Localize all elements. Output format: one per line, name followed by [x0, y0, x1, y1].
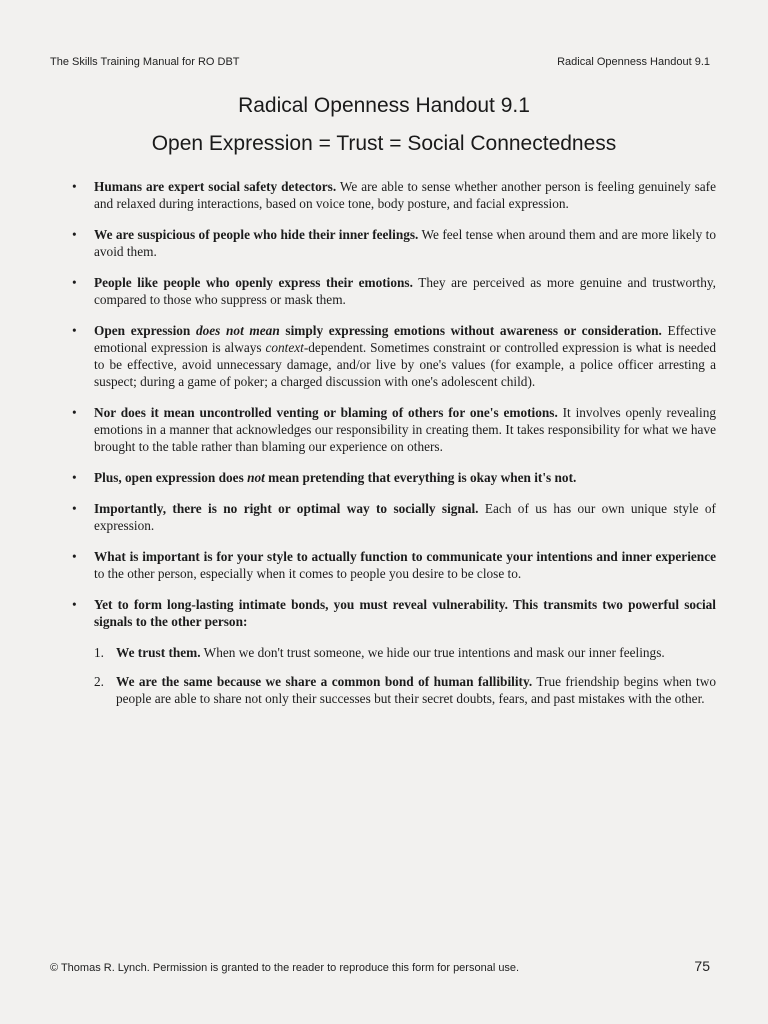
bold-text-run: Humans are expert social safety detectors. [94, 179, 337, 194]
bullet-list [68, 178, 716, 721]
bullet-text [94, 275, 716, 307]
bold-text-run: We trust them. [116, 645, 201, 660]
bullet-text [94, 470, 576, 485]
bold-text-run: mean pretending that everything is okay when it's not. [264, 470, 577, 485]
text-run: to the other person, especially when it comes to people you desire to be close to. [94, 566, 522, 581]
bullet-text [94, 405, 716, 454]
bold-text-run: does not mean [195, 323, 280, 338]
bullet-text [94, 501, 716, 533]
bullet-dot-icon: • [72, 227, 77, 242]
bullet-dot-icon: • [72, 549, 77, 564]
bold-text-run: Importantly, there is no right or optimal way to socially signal. [94, 501, 479, 516]
bold-text-run: not [247, 470, 265, 485]
text-run: -dependent. Sometimes constraint or controlled expression is what is needed to be effective, avoid unnecessary damage, and/or live by one's values (for example, a police officer arresting a suspect; during a game of poker; a charged discussion with one's adolescent child). [94, 340, 716, 389]
text-run: Effective emotional expression is always [94, 323, 716, 355]
numbered-item [94, 673, 716, 707]
bullet-item [68, 226, 716, 260]
bold-text-run: People like people who openly express their emotions. [94, 275, 413, 290]
bullet-text [94, 227, 716, 259]
running-head-book-title: The Skills Training Manual for RO DBT [50, 56, 240, 68]
bullet-dot-icon: • [72, 323, 77, 338]
copyright-notice: © Thomas R. Lynch. Permission is granted to the reader to reproduce this form for personal use. [50, 962, 520, 974]
bullet-item [68, 404, 716, 455]
handout-title: Radical Openness Handout 9.1 [238, 94, 530, 117]
text-run: We are able to sense whether another person is feeling genuinely safe and relaxed during interactions, based on voice tone, body posture, and facial expression. [94, 179, 716, 211]
bullet-dot-icon: • [72, 470, 77, 485]
bold-text-run: Nor does it mean uncontrolled venting or blaming of others for one's emotions. [94, 405, 558, 420]
bullet-item [68, 469, 716, 486]
bullet-item [68, 274, 716, 308]
bullet-dot-icon: • [72, 275, 77, 290]
handout-subtitle: Open Expression = Trust = Social Connectedness [151, 132, 617, 155]
bold-text-run: What is important is for your style to actually function to communicate your intentions and inner experience [94, 549, 716, 564]
numbered-item-text [116, 674, 716, 706]
running-head-handout-label: Radical Openness Handout 9.1 [557, 56, 710, 68]
numbered-item-text [116, 645, 665, 660]
numbered-item [94, 644, 716, 661]
bullet-item [68, 500, 716, 534]
bullet-item [68, 596, 716, 707]
bullet-dot-icon: • [72, 179, 77, 194]
bullet-text [94, 323, 716, 389]
page-number: 75 [694, 958, 710, 974]
numbered-list [94, 644, 716, 707]
bold-text-run: We are suspicious of people who hide their inner feelings. [94, 227, 419, 242]
text-run: Each of us has our own unique style of expression. [94, 501, 716, 533]
bullet-item [68, 548, 716, 582]
bold-text-run: Open expression [94, 323, 196, 338]
bold-text-run: Yet to form long-lasting intimate bonds, you must reveal vulnerability. This transmits two powerful social signals to the other person: [94, 597, 716, 629]
text-run: It involves openly revealing emotions in a manner that acknowledges our responsibility in creating them. It takes responsibility for what we have brought to the table rather than blaming our experience on others. [94, 405, 716, 454]
bullet-dot-icon: • [72, 597, 77, 612]
bold-text-run: We are the same because we share a common bond of human fallibility. [116, 674, 533, 689]
title-block [0, 92, 768, 158]
item-number: 2. [94, 674, 104, 689]
bullet-text [94, 179, 716, 211]
bullet-dot-icon: • [72, 501, 77, 516]
bullet-item [68, 322, 716, 390]
bold-text-run: simply expressing emotions without awareness or consideration. [279, 323, 662, 338]
bullet-text [94, 597, 716, 629]
item-number: 1. [94, 645, 104, 660]
bold-text-run: Plus, open expression does [94, 470, 248, 485]
text-run: They are perceived as more genuine and trustworthy, compared to those who suppress or mask them. [94, 275, 716, 307]
text-run: When we don't trust someone, we hide our true intentions and mask our inner feelings. [200, 645, 665, 660]
text-run: We feel tense when around them and are more likely to avoid them. [94, 227, 716, 259]
bullet-item [68, 178, 716, 212]
bullet-dot-icon: • [72, 405, 77, 420]
text-run: True friendship begins when two people are able to share not only their successes but their secret doubts, fears, and past mistakes with the other. [116, 674, 716, 706]
bullet-text [94, 549, 716, 581]
text-run: context [265, 340, 304, 355]
